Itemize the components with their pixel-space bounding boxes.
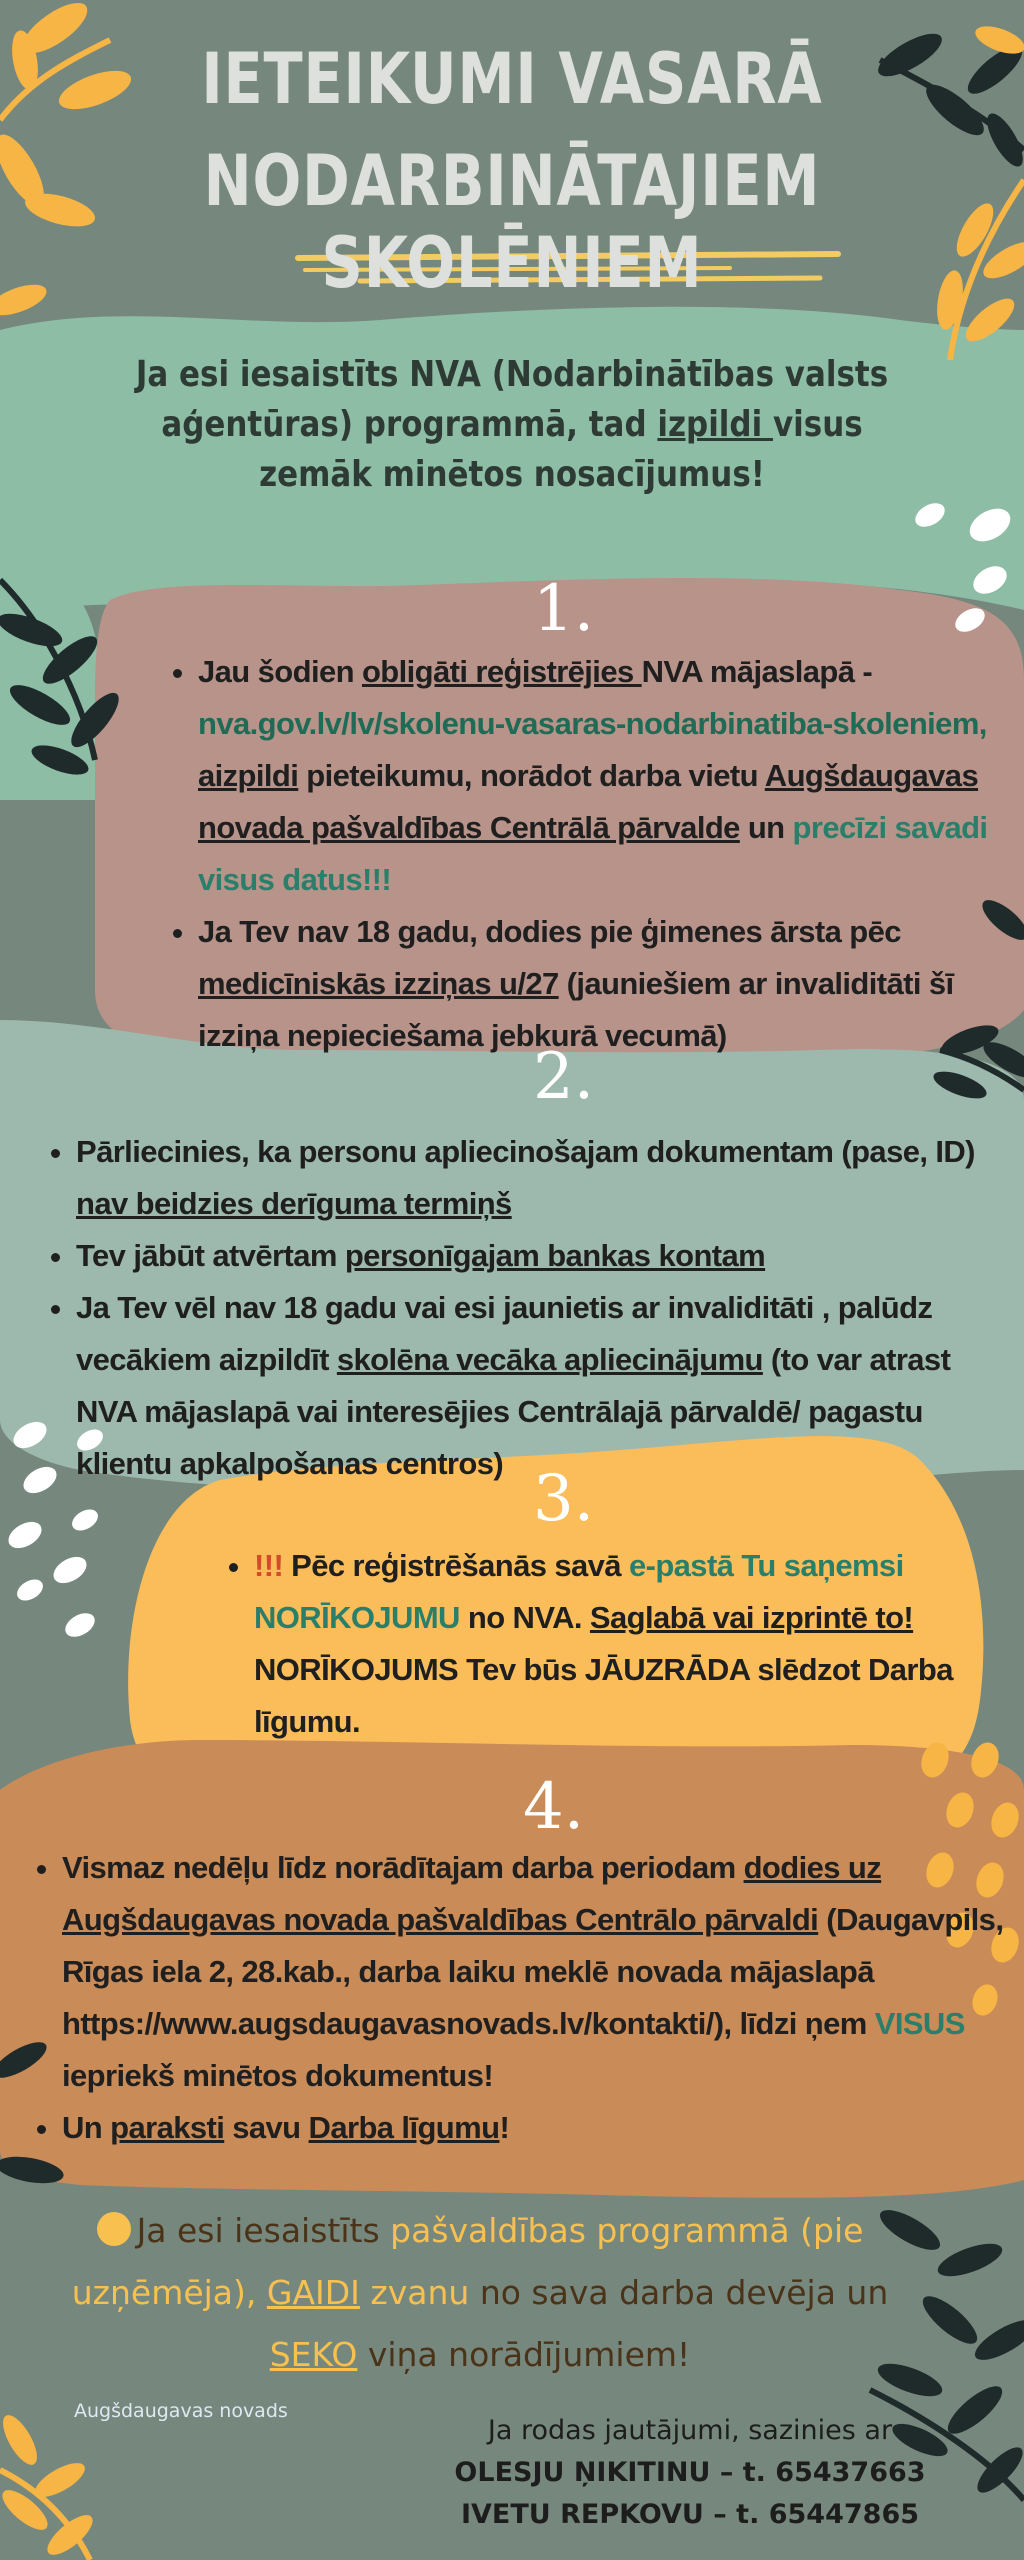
- text-span: NORĪKOJUMS Tev būs JĀUZRĀDA slēdzot Darba līgumu.: [254, 1652, 953, 1739]
- step-4-number: 4.: [523, 1770, 585, 1844]
- text-span: NVA mājaslapā -: [641, 654, 873, 689]
- step-3-block: [216, 1540, 976, 1748]
- step-3-number: 3.: [533, 1462, 595, 1536]
- contact-line-3: IVETU REPKOVU – t. 65447865: [460, 2499, 920, 2530]
- text-span: Pēc reģistrēšanās savā: [283, 1548, 629, 1583]
- text-span: Saglabā vai izprintē to!: [589, 1600, 914, 1635]
- step-2-block: [38, 1126, 998, 1490]
- text-span: paraksti: [110, 2110, 225, 2145]
- text-span: no sava darba devēja un: [479, 2273, 889, 2312]
- contact-line-2: OLESJU ŅIKITINU – t. 65437663: [454, 2457, 926, 2488]
- text-span: (pie uzņēmēja),: [71, 2211, 864, 2312]
- title-line-1: IETEIKUMI VASARĀ: [201, 38, 823, 120]
- text-span: (jauniešiem ar invaliditāti šī izziņa nepieciešama jebkurā vecumā): [198, 966, 954, 1053]
- text-span: e-pastā Tu saņemsi NORĪKOJUMU: [254, 1548, 904, 1635]
- text-span: SEKO: [269, 2335, 358, 2374]
- text-span: (to var atrast NVA mājaslapā vai interesējies Centrālajā pārvaldē/ pagastu klientu apkalpošanas centros): [76, 1342, 951, 1481]
- text-span: obligāti reģistrējies: [361, 654, 642, 689]
- text-span: Tev jābūt atvērtam: [76, 1238, 345, 1273]
- title-line-2: NODARBINĀTAJIEM SKOLĒNIEM: [203, 140, 821, 304]
- contact-info: [430, 2410, 950, 2536]
- text-span: viņa norādījumiem!: [357, 2335, 691, 2374]
- bottom-callout: [70, 2200, 890, 2386]
- step-2-item-3: [76, 1282, 998, 1490]
- step-2-number: 2.: [533, 1040, 595, 1114]
- text-span: Ja Tev vēl nav 18 gadu vai esi jaunietis ar invaliditāti , palūdz vecākiem aizpildīt: [76, 1290, 933, 1377]
- text-span: (Daugavpils, Rīgas iela 2, 28.kab., darba laiku meklē novada mājaslapā https://www.augsdaugavasnovads.lv/kontakti/), līdzi ņem: [62, 1902, 1004, 2041]
- text-span: un: [739, 810, 793, 845]
- text-span: !: [499, 2110, 510, 2145]
- text-span: nav beidzies derīguma termiņš: [76, 1186, 512, 1221]
- step-4-item-1: [62, 1842, 1014, 2102]
- intro-part-2: visus zemāk minētos nosacījumus!: [259, 404, 863, 495]
- text-span: iepriekš minētos dokumentus!: [62, 2058, 494, 2093]
- text-span: GAIDI: [266, 2273, 360, 2312]
- step-1-item-1: [198, 646, 1010, 906]
- augsdaugava-logo: Augšdaugavas novads: [74, 2400, 288, 2422]
- step-2-item-1: [76, 1126, 998, 1230]
- text-span: no NVA.: [459, 1600, 590, 1635]
- text-span: Ja Tev nav 18 gadu, dodies pie ģimenes ārsta pēc: [198, 914, 901, 949]
- text-span: zvanu: [359, 2273, 480, 2312]
- text-span: personīgajam bankas kontam: [344, 1238, 766, 1273]
- intro-text: [123, 350, 900, 500]
- text-span: pašvaldības programmā: [379, 2211, 801, 2250]
- text-span: skolēna vecāka apliecinājumu: [336, 1342, 763, 1377]
- step-3-item-1: [254, 1540, 976, 1748]
- contact-line-1: Ja rodas jautājumi, sazinies ar: [487, 2415, 893, 2446]
- text-span: Jau šodien: [198, 654, 362, 689]
- text-span: precīzi savadi visus datus!!!: [198, 810, 988, 897]
- step-4-item-2: [62, 2102, 1014, 2154]
- text-span: medicīniskās izziņas u/27: [198, 966, 559, 1001]
- text-span: dodies uz Augšdaugavas novada pašvaldības Centrālo pārvaldi: [62, 1850, 882, 1937]
- step-1-number: 1.: [533, 572, 595, 646]
- text-span: Augšdaugavas novada pašvaldības Centrālā pārvalde: [198, 758, 979, 845]
- text-span: savu: [224, 2110, 309, 2145]
- text-span: Vismaz nedēļu līdz norādītajam darba periodam: [62, 1850, 744, 1885]
- text-span: Darba līgumu: [308, 2110, 500, 2145]
- step-1-block: [160, 646, 1010, 1062]
- step-4-block: [24, 1842, 1014, 2154]
- intro-underlined: izpildi: [657, 404, 773, 445]
- text-span: Un: [62, 2110, 111, 2145]
- text-span: !!!: [254, 1548, 284, 1583]
- nva-link[interactable]: nva.gov.lv/lv/skolenu-vasaras-nodarbinatiba-skoleniem,: [198, 706, 987, 741]
- step-1-item-2: [198, 906, 1010, 1062]
- text-span: Ja esi iesaistīts: [136, 2211, 380, 2250]
- intro-part-1: Ja esi iesaistīts NVA (Nodarbinātības valsts aģentūras) programmā, tad: [135, 354, 889, 445]
- text-span: Pārliecinies, ka personu apliecinošajam dokumentam (pase, ID): [76, 1134, 975, 1169]
- text-span: VISUS: [874, 2006, 965, 2041]
- text-span: pieteikumu, norādot darba vietu: [298, 758, 765, 793]
- text-span: aizpildi: [198, 758, 299, 793]
- step-2-item-2: [76, 1230, 998, 1282]
- bullet-dot-icon: [97, 2212, 131, 2246]
